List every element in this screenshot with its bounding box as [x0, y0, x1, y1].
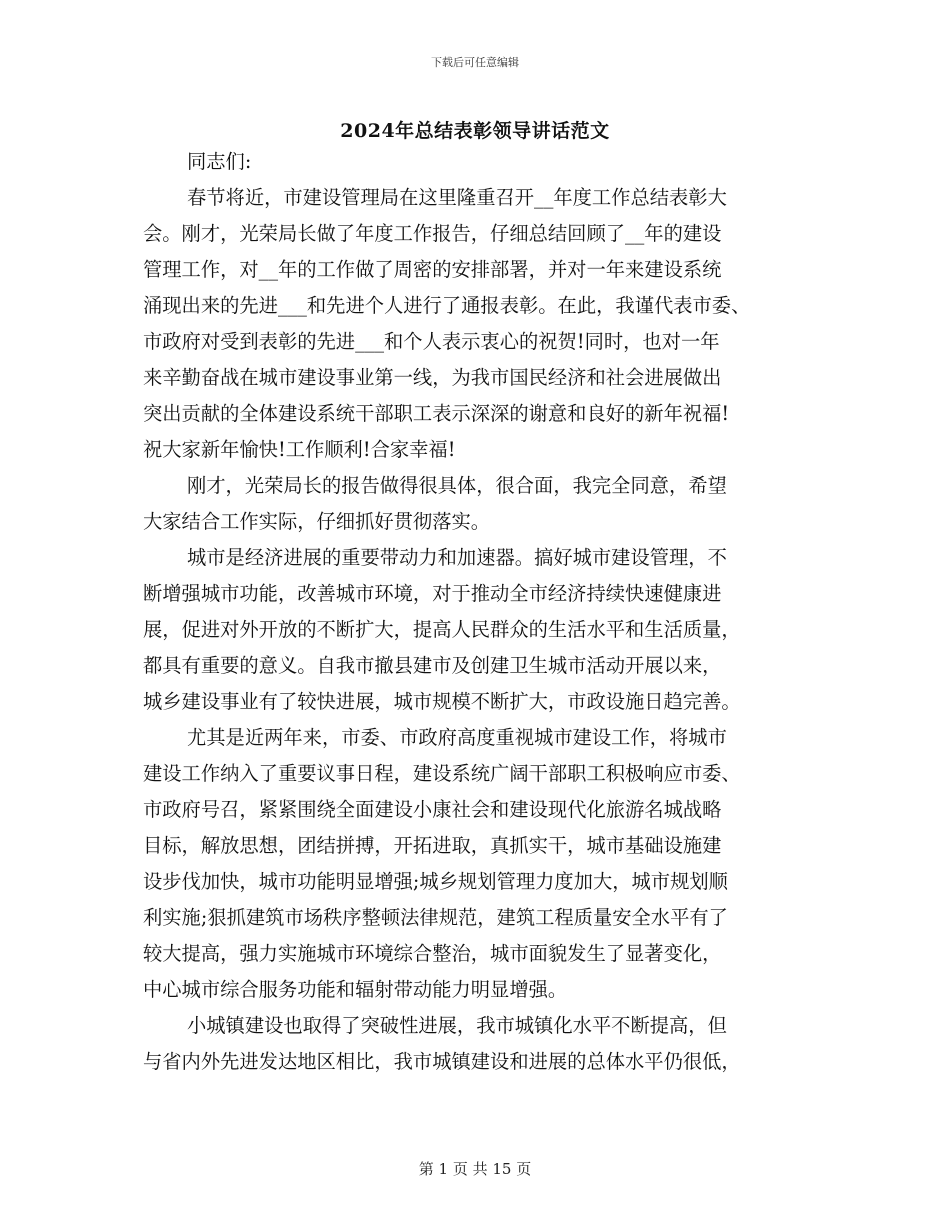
text-line: 大家结合工作实际，仔细抓好贯彻落实。 [143, 510, 491, 533]
text-line: 会。刚才，光荣局长做了年度工作报告，仔细总结回顾了__年的建设 [143, 222, 722, 245]
text-line: 市政府对受到表彰的先进___和个人表示衷心的祝贺!同时，也对一年 [143, 330, 720, 353]
document-title: 2024年总结表彰领导讲话范文 [340, 120, 610, 142]
text-line: 断增强城市功能，改善城市环境，对于推动全市经济持续快速健康进 [143, 582, 722, 605]
text-line: 城市是经济进展的重要带动力和加速器。搞好城市建设管理，不 [187, 546, 727, 569]
text-line: 刚才，光荣局长的报告做得很具体，很合面，我完全同意，希望 [187, 474, 727, 497]
text-line: 利实施;狠抓建筑市场秩序整顿法律规范，建筑工程质量安全水平有了 [143, 906, 728, 929]
text-line: 都具有重要的意义。自我市撤县建市及创建卫生城市活动开展以来， [143, 654, 722, 677]
text-line: 祝大家新年愉快!工作顺利!合家幸福! [143, 438, 456, 461]
text-line: 涌现出来的先进___和先进个人进行了通报表彰。在此，我谨代表市委、 [143, 294, 751, 317]
text-line: 管理工作，对__年的工作做了周密的安排部署，并对一年来建设系统 [143, 258, 722, 281]
text-line: 市政府号召，紧紧围绕全面建设小康社会和建设现代化旅游名城战略 [143, 798, 722, 821]
page-number: 第 1 页 共 15 页 [418, 1160, 532, 1178]
text-line: 同志们: [187, 150, 252, 173]
text-line: 中心城市综合服务功能和辐射带动能力明显增强。 [143, 978, 568, 1001]
page-header-note: 下载后可任意编辑 [431, 56, 519, 69]
text-line: 小城镇建设也取得了突破性进展，我市城镇化水平不断提高，但 [187, 1014, 727, 1037]
text-line: 目标，解放思想，团结拼搏，开拓进取，真抓实干，城市基础设施建 [143, 834, 722, 857]
text-line: 展，促进对外开放的不断扩大，提高人民群众的生活水平和生活质量， [143, 618, 741, 641]
text-line: 尤其是近两年来，市委、市政府高度重视城市建设工作，将城市 [187, 726, 727, 749]
text-line: 较大提高，强力实施城市环境综合整治，城市面貌发生了显著变化， [143, 942, 722, 965]
text-line: 设步伐加快，城市功能明显增强;城乡规划管理力度加大，城市规划顺 [143, 870, 728, 893]
text-line: 来辛勤奋战在城市建设事业第一线，为我市国民经济和社会进展做出 [143, 366, 722, 389]
text-line: 与省内外先进发达地区相比，我市城镇建设和进展的总体水平仍很低， [143, 1050, 741, 1073]
text-line: 春节将近，市建设管理局在这里隆重召开__年度工作总结表彰大 [187, 186, 727, 209]
text-line: 突出贡献的全体建设系统干部职工表示深深的谢意和良好的新年祝福! [143, 402, 730, 425]
text-line: 城乡建设事业有了较快进展，城市规模不断扩大，市政设施日趋完善。 [143, 690, 741, 713]
document-body [143, 144, 813, 1080]
text-line: 建设工作纳入了重要议事日程，建设系统广阔干部职工积极响应市委、 [143, 762, 741, 785]
